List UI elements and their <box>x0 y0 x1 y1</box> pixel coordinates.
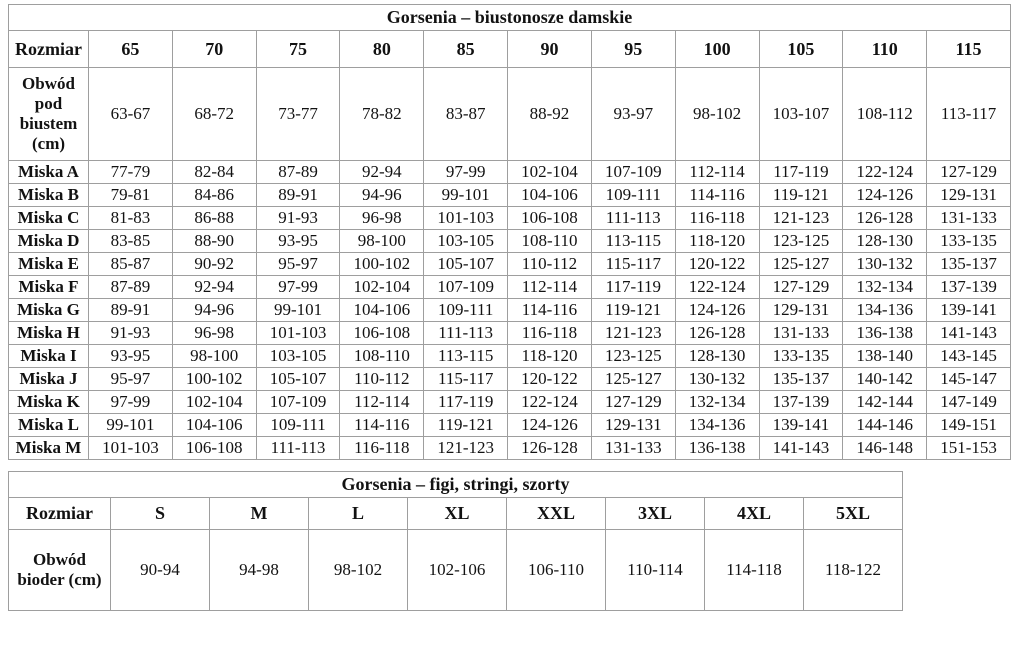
row-label: Miska D <box>9 230 89 253</box>
size-header-row <box>9 31 1011 68</box>
size-range-value: 93-95 <box>256 230 340 253</box>
size-range-value: 116-118 <box>508 322 592 345</box>
size-range-value: 125-127 <box>591 368 675 391</box>
table-row <box>9 68 1011 161</box>
size-column-header: 3XL <box>606 498 705 530</box>
size-range-value: 118-120 <box>675 230 759 253</box>
size-range-value: 116-118 <box>340 437 424 460</box>
table-row <box>9 345 1011 368</box>
table-title: Gorsenia – biustonosze damskie <box>9 5 1011 31</box>
size-range-value: 98-102 <box>309 530 408 611</box>
size-range-value: 98-102 <box>675 68 759 161</box>
size-range-value: 115-117 <box>424 368 508 391</box>
size-range-value: 130-132 <box>675 368 759 391</box>
table-row <box>9 437 1011 460</box>
size-range-value: 131-133 <box>759 322 843 345</box>
table-title-row <box>9 472 903 498</box>
row-label: Miska F <box>9 276 89 299</box>
size-range-value: 116-118 <box>675 207 759 230</box>
size-range-value: 126-128 <box>675 322 759 345</box>
size-range-value: 83-85 <box>89 230 173 253</box>
row-label: Miska J <box>9 368 89 391</box>
size-column-header: 80 <box>340 31 424 68</box>
size-range-value: 119-121 <box>759 184 843 207</box>
size-range-value: 91-93 <box>256 207 340 230</box>
size-range-value: 132-134 <box>843 276 927 299</box>
size-range-value: 124-126 <box>508 414 592 437</box>
size-range-value: 91-93 <box>89 322 173 345</box>
size-range-value: 128-130 <box>843 230 927 253</box>
size-range-value: 122-124 <box>508 391 592 414</box>
size-range-value: 121-123 <box>759 207 843 230</box>
size-range-value: 139-141 <box>759 414 843 437</box>
row-label: Miska E <box>9 253 89 276</box>
size-range-value: 68-72 <box>172 68 256 161</box>
size-column-header: 65 <box>89 31 173 68</box>
size-range-value: 99-101 <box>89 414 173 437</box>
size-range-value: 143-145 <box>927 345 1011 368</box>
size-range-value: 99-101 <box>424 184 508 207</box>
size-range-value: 82-84 <box>172 161 256 184</box>
size-range-value: 102-104 <box>172 391 256 414</box>
size-range-value: 102-104 <box>508 161 592 184</box>
size-range-value: 97-99 <box>424 161 508 184</box>
size-range-value: 111-113 <box>424 322 508 345</box>
size-range-value: 133-135 <box>759 345 843 368</box>
table-title: Gorsenia – figi, stringi, szorty <box>9 472 903 498</box>
size-column-header: L <box>309 498 408 530</box>
size-range-value: 112-114 <box>340 391 424 414</box>
size-column-header: M <box>210 498 309 530</box>
size-range-value: 96-98 <box>172 322 256 345</box>
size-range-value: 94-96 <box>340 184 424 207</box>
size-range-value: 104-106 <box>340 299 424 322</box>
size-range-value: 63-67 <box>89 68 173 161</box>
size-range-value: 129-131 <box>591 414 675 437</box>
row-label: Miska C <box>9 207 89 230</box>
size-range-value: 126-128 <box>508 437 592 460</box>
size-range-value: 119-121 <box>591 299 675 322</box>
size-range-value: 98-100 <box>172 345 256 368</box>
size-range-value: 121-123 <box>591 322 675 345</box>
size-range-value: 144-146 <box>843 414 927 437</box>
size-range-value: 93-97 <box>591 68 675 161</box>
table-row <box>9 322 1011 345</box>
size-range-value: 126-128 <box>843 207 927 230</box>
size-column-header: 100 <box>675 31 759 68</box>
table-row <box>9 368 1011 391</box>
size-range-value: 89-91 <box>256 184 340 207</box>
size-range-value: 119-121 <box>424 414 508 437</box>
size-range-value: 135-137 <box>927 253 1011 276</box>
size-range-value: 113-117 <box>927 68 1011 161</box>
bra-size-table <box>8 4 1011 460</box>
size-range-value: 130-132 <box>843 253 927 276</box>
size-range-value: 88-90 <box>172 230 256 253</box>
size-column-header: XL <box>408 498 507 530</box>
size-row-header-label: Rozmiar <box>9 31 89 68</box>
size-range-value: 151-153 <box>927 437 1011 460</box>
size-range-value: 78-82 <box>340 68 424 161</box>
size-range-value: 105-107 <box>256 368 340 391</box>
size-range-value: 131-133 <box>927 207 1011 230</box>
size-range-value: 96-98 <box>340 207 424 230</box>
size-column-header: 75 <box>256 31 340 68</box>
size-range-value: 136-138 <box>843 322 927 345</box>
size-range-value: 131-133 <box>591 437 675 460</box>
size-range-value: 128-130 <box>675 345 759 368</box>
row-label: Miska K <box>9 391 89 414</box>
table-row <box>9 161 1011 184</box>
size-range-value: 109-111 <box>256 414 340 437</box>
size-range-value: 117-119 <box>591 276 675 299</box>
size-range-value: 111-113 <box>591 207 675 230</box>
size-range-value: 110-112 <box>340 368 424 391</box>
size-range-value: 135-137 <box>759 368 843 391</box>
size-range-value: 95-97 <box>89 368 173 391</box>
size-range-value: 98-100 <box>340 230 424 253</box>
size-range-value: 118-122 <box>804 530 903 611</box>
size-range-value: 106-108 <box>340 322 424 345</box>
size-column-header: 95 <box>591 31 675 68</box>
table-row <box>9 414 1011 437</box>
size-range-value: 114-118 <box>705 530 804 611</box>
size-range-value: 118-120 <box>508 345 592 368</box>
size-range-value: 129-131 <box>759 299 843 322</box>
size-range-value: 141-143 <box>759 437 843 460</box>
size-range-value: 94-98 <box>210 530 309 611</box>
table-row <box>9 253 1011 276</box>
size-column-header: 4XL <box>705 498 804 530</box>
table-row <box>9 276 1011 299</box>
size-range-value: 103-105 <box>424 230 508 253</box>
size-range-value: 132-134 <box>675 391 759 414</box>
size-range-value: 115-117 <box>591 253 675 276</box>
size-column-header: 85 <box>424 31 508 68</box>
table-row <box>9 391 1011 414</box>
size-range-value: 133-135 <box>927 230 1011 253</box>
size-range-value: 94-96 <box>172 299 256 322</box>
size-range-value: 73-77 <box>256 68 340 161</box>
row-label: Miska G <box>9 299 89 322</box>
size-range-value: 122-124 <box>843 161 927 184</box>
size-range-value: 83-87 <box>424 68 508 161</box>
size-range-value: 111-113 <box>256 437 340 460</box>
size-range-value: 90-92 <box>172 253 256 276</box>
size-range-value: 129-131 <box>927 184 1011 207</box>
size-range-value: 97-99 <box>89 391 173 414</box>
row-label: Miska I <box>9 345 89 368</box>
size-range-value: 114-116 <box>675 184 759 207</box>
size-range-value: 146-148 <box>843 437 927 460</box>
size-range-value: 100-102 <box>172 368 256 391</box>
size-range-value: 108-110 <box>508 230 592 253</box>
row-label: Miska A <box>9 161 89 184</box>
size-range-value: 112-114 <box>675 161 759 184</box>
size-column-header: XXL <box>507 498 606 530</box>
size-range-value: 127-129 <box>591 391 675 414</box>
size-range-value: 104-106 <box>172 414 256 437</box>
size-range-value: 79-81 <box>89 184 173 207</box>
size-row-header-label: Rozmiar <box>9 498 111 530</box>
size-range-value: 145-147 <box>927 368 1011 391</box>
size-column-header: 90 <box>508 31 592 68</box>
size-range-value: 106-108 <box>172 437 256 460</box>
size-range-value: 137-139 <box>927 276 1011 299</box>
size-range-value: 107-109 <box>424 276 508 299</box>
size-range-value: 106-108 <box>508 207 592 230</box>
size-range-value: 87-89 <box>89 276 173 299</box>
size-range-value: 147-149 <box>927 391 1011 414</box>
size-range-value: 92-94 <box>340 161 424 184</box>
size-range-value: 141-143 <box>927 322 1011 345</box>
size-range-value: 86-88 <box>172 207 256 230</box>
size-range-value: 123-125 <box>759 230 843 253</box>
size-range-value: 120-122 <box>508 368 592 391</box>
size-range-value: 102-106 <box>408 530 507 611</box>
table-row <box>9 299 1011 322</box>
size-range-value: 124-126 <box>675 299 759 322</box>
size-range-value: 77-79 <box>89 161 173 184</box>
size-range-value: 139-141 <box>927 299 1011 322</box>
size-range-value: 109-111 <box>424 299 508 322</box>
row-label: Obwód bioder (cm) <box>9 530 111 611</box>
size-range-value: 149-151 <box>927 414 1011 437</box>
size-range-value: 112-114 <box>508 276 592 299</box>
size-range-value: 114-116 <box>508 299 592 322</box>
size-range-value: 84-86 <box>172 184 256 207</box>
size-range-value: 88-92 <box>508 68 592 161</box>
size-range-value: 113-115 <box>591 230 675 253</box>
size-range-value: 104-106 <box>508 184 592 207</box>
size-column-header: 105 <box>759 31 843 68</box>
size-range-value: 110-114 <box>606 530 705 611</box>
briefs-size-table <box>8 471 903 611</box>
table-title-row <box>9 5 1011 31</box>
size-range-value: 85-87 <box>89 253 173 276</box>
row-label: Obwód pod biustem (cm) <box>9 68 89 161</box>
size-range-value: 100-102 <box>340 253 424 276</box>
size-range-value: 92-94 <box>172 276 256 299</box>
size-range-value: 136-138 <box>675 437 759 460</box>
size-range-value: 117-119 <box>424 391 508 414</box>
size-range-value: 95-97 <box>256 253 340 276</box>
row-label: Miska M <box>9 437 89 460</box>
size-range-value: 102-104 <box>340 276 424 299</box>
size-range-value: 90-94 <box>111 530 210 611</box>
size-range-value: 99-101 <box>256 299 340 322</box>
size-range-value: 103-107 <box>759 68 843 161</box>
size-column-header: 5XL <box>804 498 903 530</box>
size-range-value: 113-115 <box>424 345 508 368</box>
size-range-value: 134-136 <box>843 299 927 322</box>
size-range-value: 125-127 <box>759 253 843 276</box>
size-range-value: 138-140 <box>843 345 927 368</box>
size-range-value: 127-129 <box>927 161 1011 184</box>
size-column-header: S <box>111 498 210 530</box>
table-row <box>9 207 1011 230</box>
table-row <box>9 530 903 611</box>
size-range-value: 108-110 <box>340 345 424 368</box>
size-range-value: 101-103 <box>424 207 508 230</box>
size-range-value: 103-105 <box>256 345 340 368</box>
size-range-value: 127-129 <box>759 276 843 299</box>
size-range-value: 110-112 <box>508 253 592 276</box>
size-range-value: 137-139 <box>759 391 843 414</box>
size-range-value: 87-89 <box>256 161 340 184</box>
size-range-value: 134-136 <box>675 414 759 437</box>
size-range-value: 107-109 <box>591 161 675 184</box>
size-column-header: 115 <box>927 31 1011 68</box>
size-range-value: 123-125 <box>591 345 675 368</box>
table-row <box>9 230 1011 253</box>
size-range-value: 97-99 <box>256 276 340 299</box>
size-range-value: 89-91 <box>89 299 173 322</box>
size-range-value: 114-116 <box>340 414 424 437</box>
size-column-header: 110 <box>843 31 927 68</box>
size-range-value: 122-124 <box>675 276 759 299</box>
size-range-value: 106-110 <box>507 530 606 611</box>
size-range-value: 117-119 <box>759 161 843 184</box>
size-range-value: 140-142 <box>843 368 927 391</box>
size-range-value: 101-103 <box>89 437 173 460</box>
size-range-value: 81-83 <box>89 207 173 230</box>
size-header-row <box>9 498 903 530</box>
row-label: Miska H <box>9 322 89 345</box>
size-range-value: 109-111 <box>591 184 675 207</box>
size-range-value: 108-112 <box>843 68 927 161</box>
size-range-value: 120-122 <box>675 253 759 276</box>
row-label: Miska L <box>9 414 89 437</box>
size-range-value: 121-123 <box>424 437 508 460</box>
size-range-value: 93-95 <box>89 345 173 368</box>
size-range-value: 105-107 <box>424 253 508 276</box>
size-range-value: 124-126 <box>843 184 927 207</box>
size-range-value: 142-144 <box>843 391 927 414</box>
table-row <box>9 184 1011 207</box>
size-column-header: 70 <box>172 31 256 68</box>
row-label: Miska B <box>9 184 89 207</box>
size-range-value: 107-109 <box>256 391 340 414</box>
size-range-value: 101-103 <box>256 322 340 345</box>
